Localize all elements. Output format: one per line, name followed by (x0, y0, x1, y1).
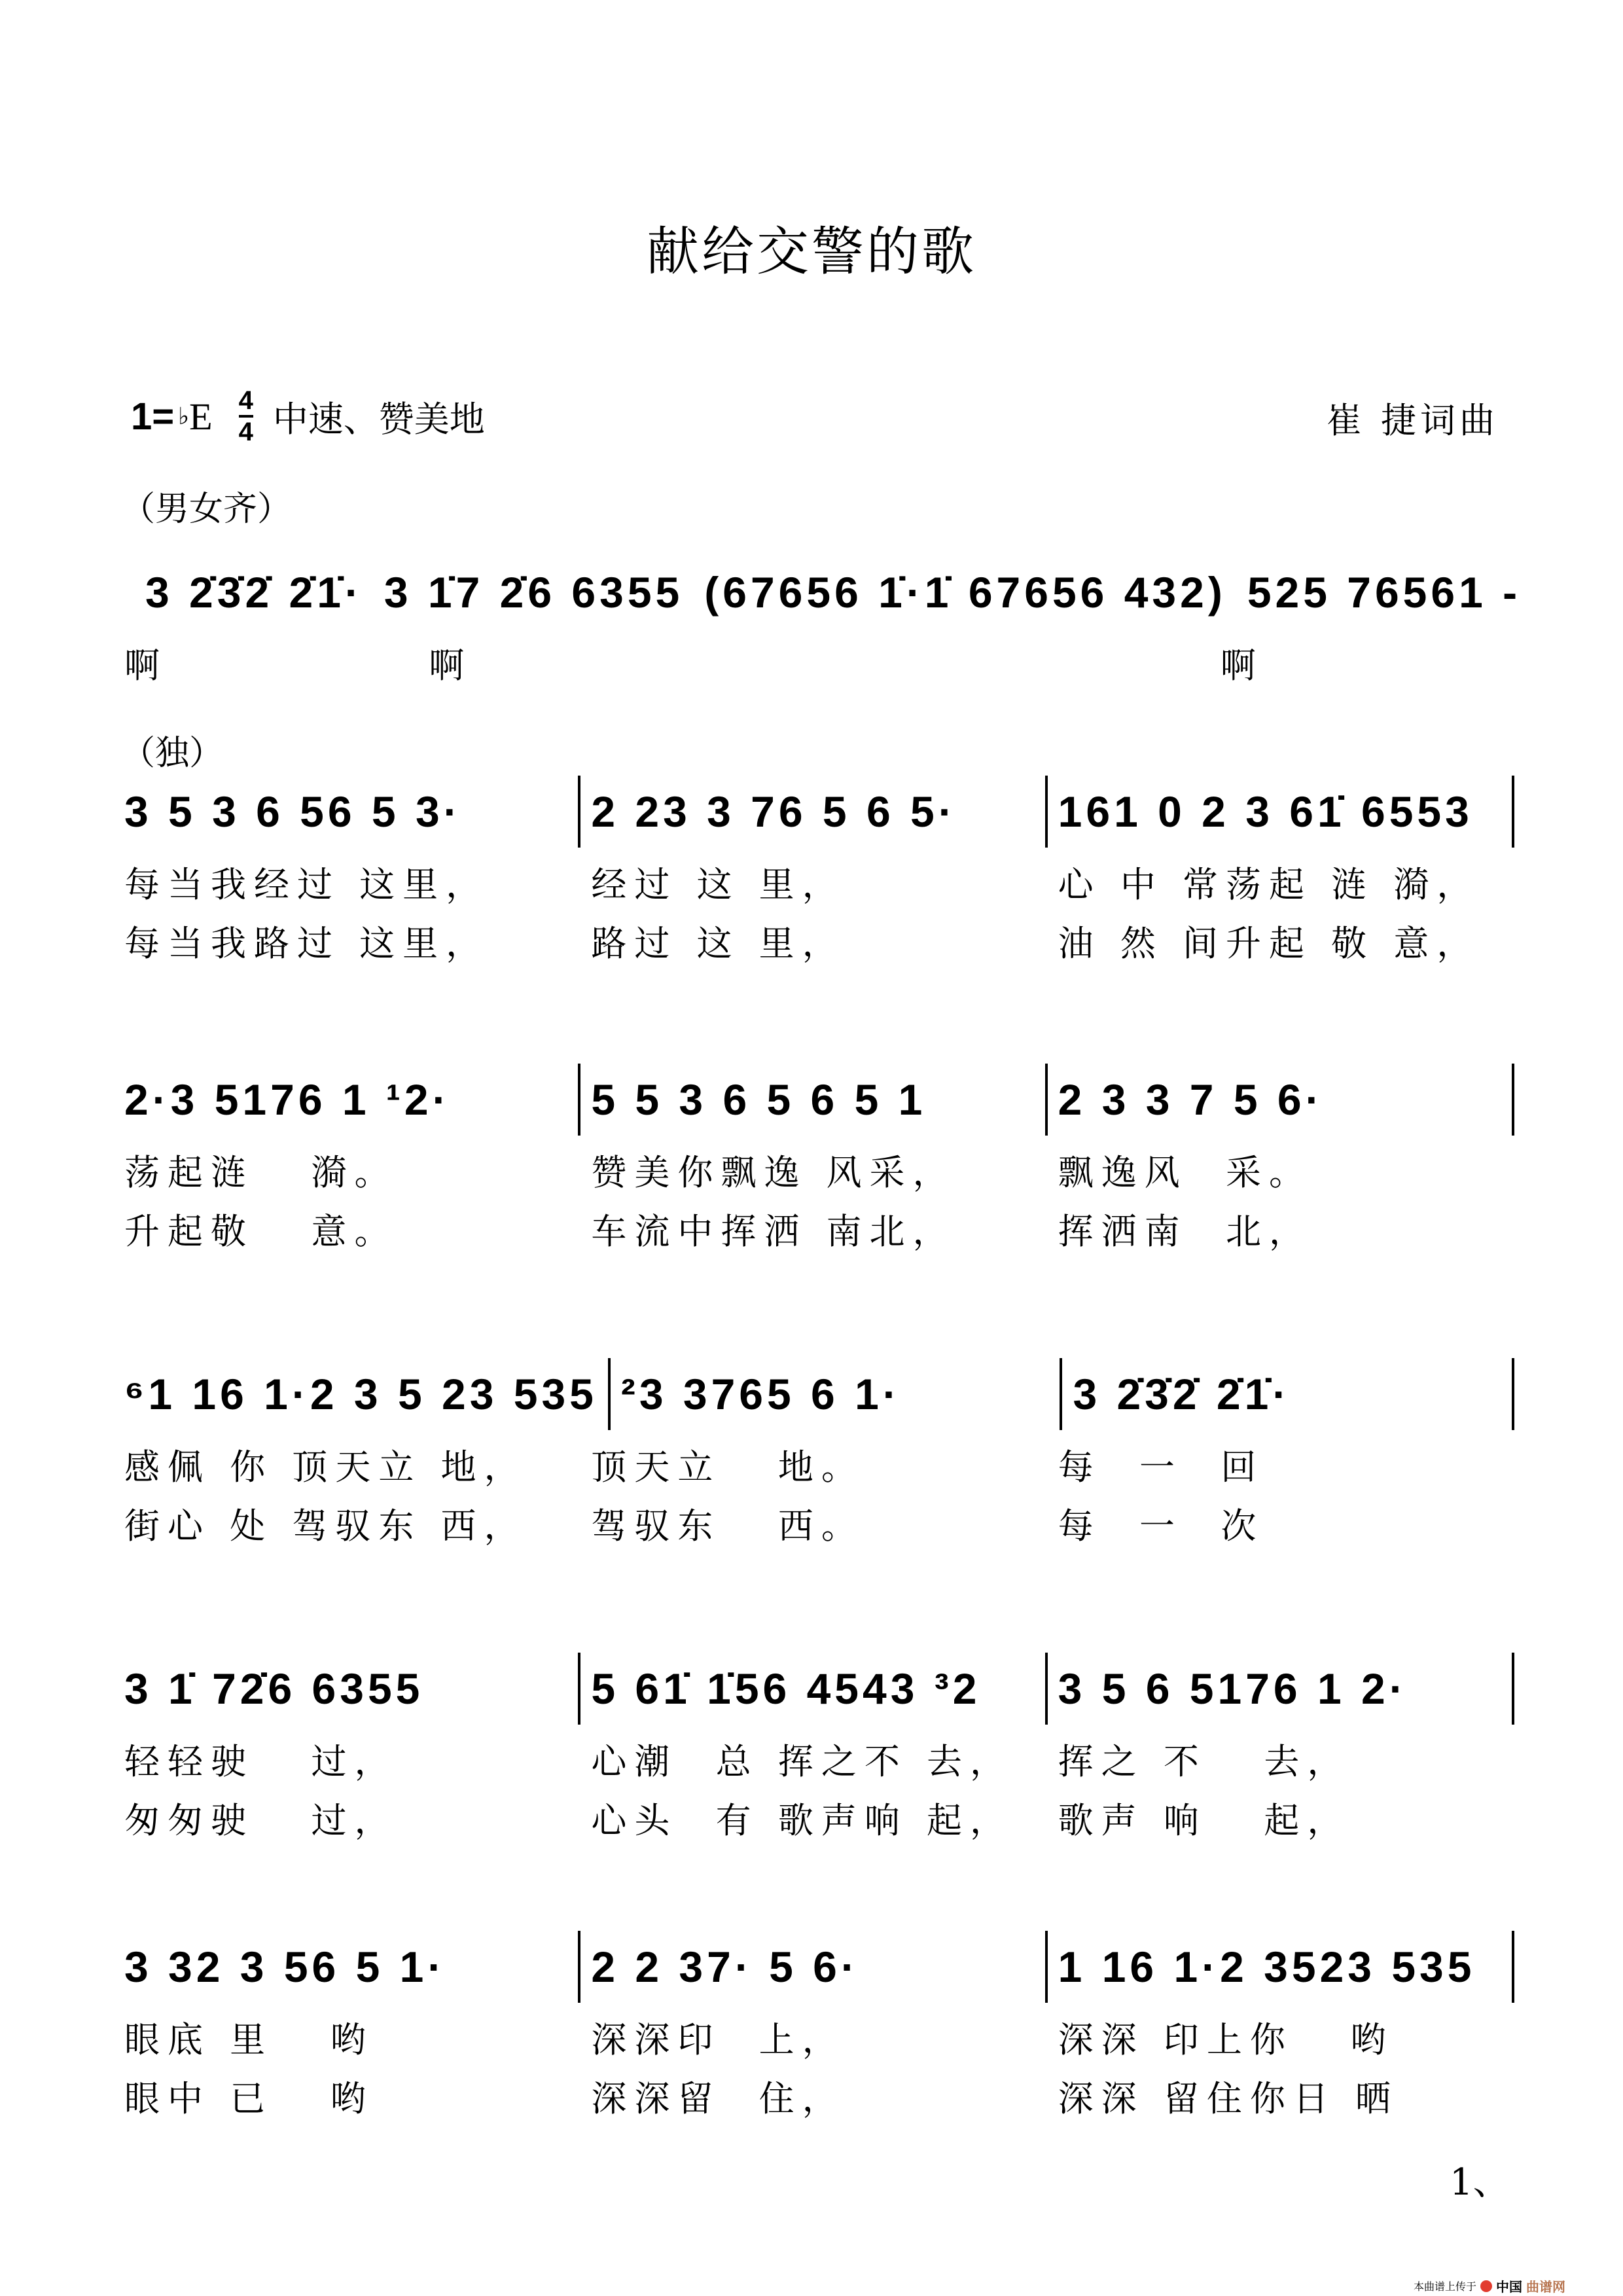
barline (1512, 776, 1514, 848)
measure: 5 61̇ 1̇56 4543 ³2 (591, 1664, 981, 1713)
barline (578, 1931, 580, 2003)
lyric: 每当我路过 这里， (124, 923, 490, 964)
barline (1045, 776, 1048, 848)
lyrics-verse-2 (124, 1793, 1525, 1842)
barline (1512, 1358, 1514, 1430)
page-number: 1、 (1450, 2161, 1510, 2204)
lyrics-verse-2 (124, 916, 1525, 965)
lyric: 每 一 次 (1058, 1505, 1264, 1547)
measure: (67656 1̇·1̇ 67656 432) (704, 568, 1226, 617)
upload-text: 本曲谱上传于 (1414, 2280, 1477, 2293)
lyric: 路过 这 里， (591, 923, 846, 964)
barline (1045, 1653, 1048, 1725)
lyric: 升起敬 意。 (124, 1211, 398, 1252)
flat-icon: ♭ (178, 403, 190, 429)
measure: 3 2̇3̇2̇ 2̇1̇· (1073, 1370, 1291, 1418)
measure: 3 5 6 5176 1 2· (1058, 1664, 1408, 1713)
notation-row (124, 1653, 1525, 1725)
notation-row (124, 776, 1525, 848)
lyric: 油 然 间升起 敬 意， (1058, 923, 1480, 964)
lyric: 轻轻驶 过， (124, 1741, 398, 1782)
site-logo-icon (1480, 2280, 1492, 2292)
lyric: 歌声 响 起， (1058, 1800, 1351, 1841)
staff-line-5 (124, 1653, 1525, 1842)
lyric: 每当我经过 这里， (124, 864, 490, 905)
measure: 161 0 2 3 61̇ 6553 (1058, 787, 1473, 836)
lyric: 深深留 住， (591, 2078, 846, 2119)
lyric: 啊 (124, 645, 168, 686)
measure: 2 23 3 76 5 6 5· (591, 787, 957, 836)
brand-name-b: 曲谱网 (1526, 2279, 1566, 2295)
lyric: 啊 (429, 645, 473, 686)
key-note: E (189, 395, 213, 438)
barline (608, 1358, 611, 1430)
barline (1045, 1931, 1048, 2003)
barline (1512, 1064, 1514, 1136)
time-top: 4 (238, 386, 253, 415)
measure: 2 3 3 7 5 6· (1058, 1075, 1324, 1124)
lyrics-verse-1 (124, 1145, 1525, 1194)
measure: ²3 3765 6 1· (620, 1370, 901, 1418)
lyric: 赞美你飘逸 风采， (591, 1152, 956, 1193)
part-label-chorus: （男女齐） (121, 490, 292, 529)
lyric: 车流中挥洒 南北， (591, 1211, 956, 1252)
measure: 2 2 37· 5 6· (591, 1943, 859, 1991)
notation-row (124, 1064, 1525, 1136)
lyric: 深深 留住你日 晒 (1058, 2078, 1399, 2119)
tempo-marking: 中速、赞美地 (272, 398, 485, 440)
lyric: 荡起涟 漪。 (124, 1152, 398, 1193)
barline (1060, 1358, 1062, 1430)
lyric: 啊 (1220, 645, 1264, 686)
song-title: 献给交警的歌 (647, 221, 976, 282)
lyrics-verse-1 (124, 2012, 1525, 2062)
barline (578, 1653, 580, 1725)
notation-row (124, 556, 1525, 628)
barline (1512, 1653, 1514, 1725)
lyric: 匆匆驶 过， (124, 1800, 398, 1841)
notation-row (124, 1931, 1525, 2003)
measure: 3 2̇3̇2̇ 2̇1̇· (145, 568, 363, 617)
measure: 2·3 5176 1 ¹2· (124, 1075, 451, 1124)
barline (578, 776, 580, 848)
lyric: 眼底 里 哟 (124, 2019, 374, 2060)
lyric: 心潮 总 挥之不 去， (591, 1741, 1013, 1782)
barline (1512, 1931, 1514, 2003)
notation-row (124, 1358, 1525, 1430)
lyric: 每 一 回 (1058, 1446, 1264, 1488)
key-prefix: 1= (131, 395, 175, 438)
measure: 3 1̇ 72̇6 6355 (124, 1664, 424, 1713)
measure: 525 76561 - (1247, 568, 1522, 617)
staff-line-3 (124, 1064, 1525, 1253)
time-signature (239, 386, 253, 446)
lyrics-verse-2 (124, 1204, 1525, 1253)
lyrics-verse-2 (124, 2071, 1525, 2121)
lyric: 挥洒南 北， (1058, 1211, 1312, 1252)
lyric: 挥之 不 去， (1058, 1741, 1351, 1782)
lyric: 深深 印上你 哟 (1058, 2019, 1394, 2060)
lyrics-verse-1 (124, 1439, 1525, 1489)
measure: 3 32 3 56 5 1· (124, 1943, 446, 1991)
staff-line-1 (124, 556, 1525, 687)
measure: ⁶1 16 1·2 3 5 23 535 (124, 1370, 597, 1418)
staff-line-4 (124, 1358, 1525, 1548)
measure: 5 5 3 6 5 6 5 1 (591, 1075, 927, 1124)
lyric: 街心 处 驾驭东 西， (124, 1505, 527, 1547)
lyric: 驾驭东 西。 (591, 1505, 865, 1547)
footer-watermark (1414, 2276, 1565, 2295)
lyrics-verse-1 (124, 857, 1525, 906)
key-signature (131, 386, 485, 446)
lyric: 飘逸风 采。 (1058, 1152, 1312, 1193)
lyric: 心 中 常荡起 涟 漪， (1058, 864, 1480, 905)
lyric: 深深印 上， (591, 2019, 846, 2060)
lyric: 经过 这 里， (591, 864, 846, 905)
lyrics-verse-1 (124, 1734, 1525, 1784)
staff-line-6 (124, 1931, 1525, 2121)
barline (1045, 1064, 1048, 1136)
author-credit: 崔 捷词曲 (1326, 400, 1499, 441)
brand-name-a: 中国 (1496, 2279, 1523, 2295)
measure: 1 16 1·2 3523 535 (1058, 1943, 1476, 1991)
lyric: 感佩 你 顶天立 地， (124, 1446, 527, 1488)
measure: 3 5 3 6 56 5 3· (124, 787, 462, 836)
lyric (733, 637, 1220, 687)
time-bottom: 4 (238, 418, 253, 446)
lyric: 心头 有 歌声响 起， (591, 1800, 1013, 1841)
lyric: 眼中 已 哟 (124, 2078, 374, 2119)
part-label-solo: （独） (121, 734, 224, 773)
staff-line-2 (124, 776, 1525, 965)
lyric: 顶天立 地。 (591, 1446, 865, 1488)
barline (578, 1064, 580, 1136)
lyrics-verse-1 (124, 637, 1525, 687)
measure: 3 1̇7 2̇6 6355 (383, 568, 684, 617)
lyrics-verse-2 (124, 1498, 1525, 1548)
